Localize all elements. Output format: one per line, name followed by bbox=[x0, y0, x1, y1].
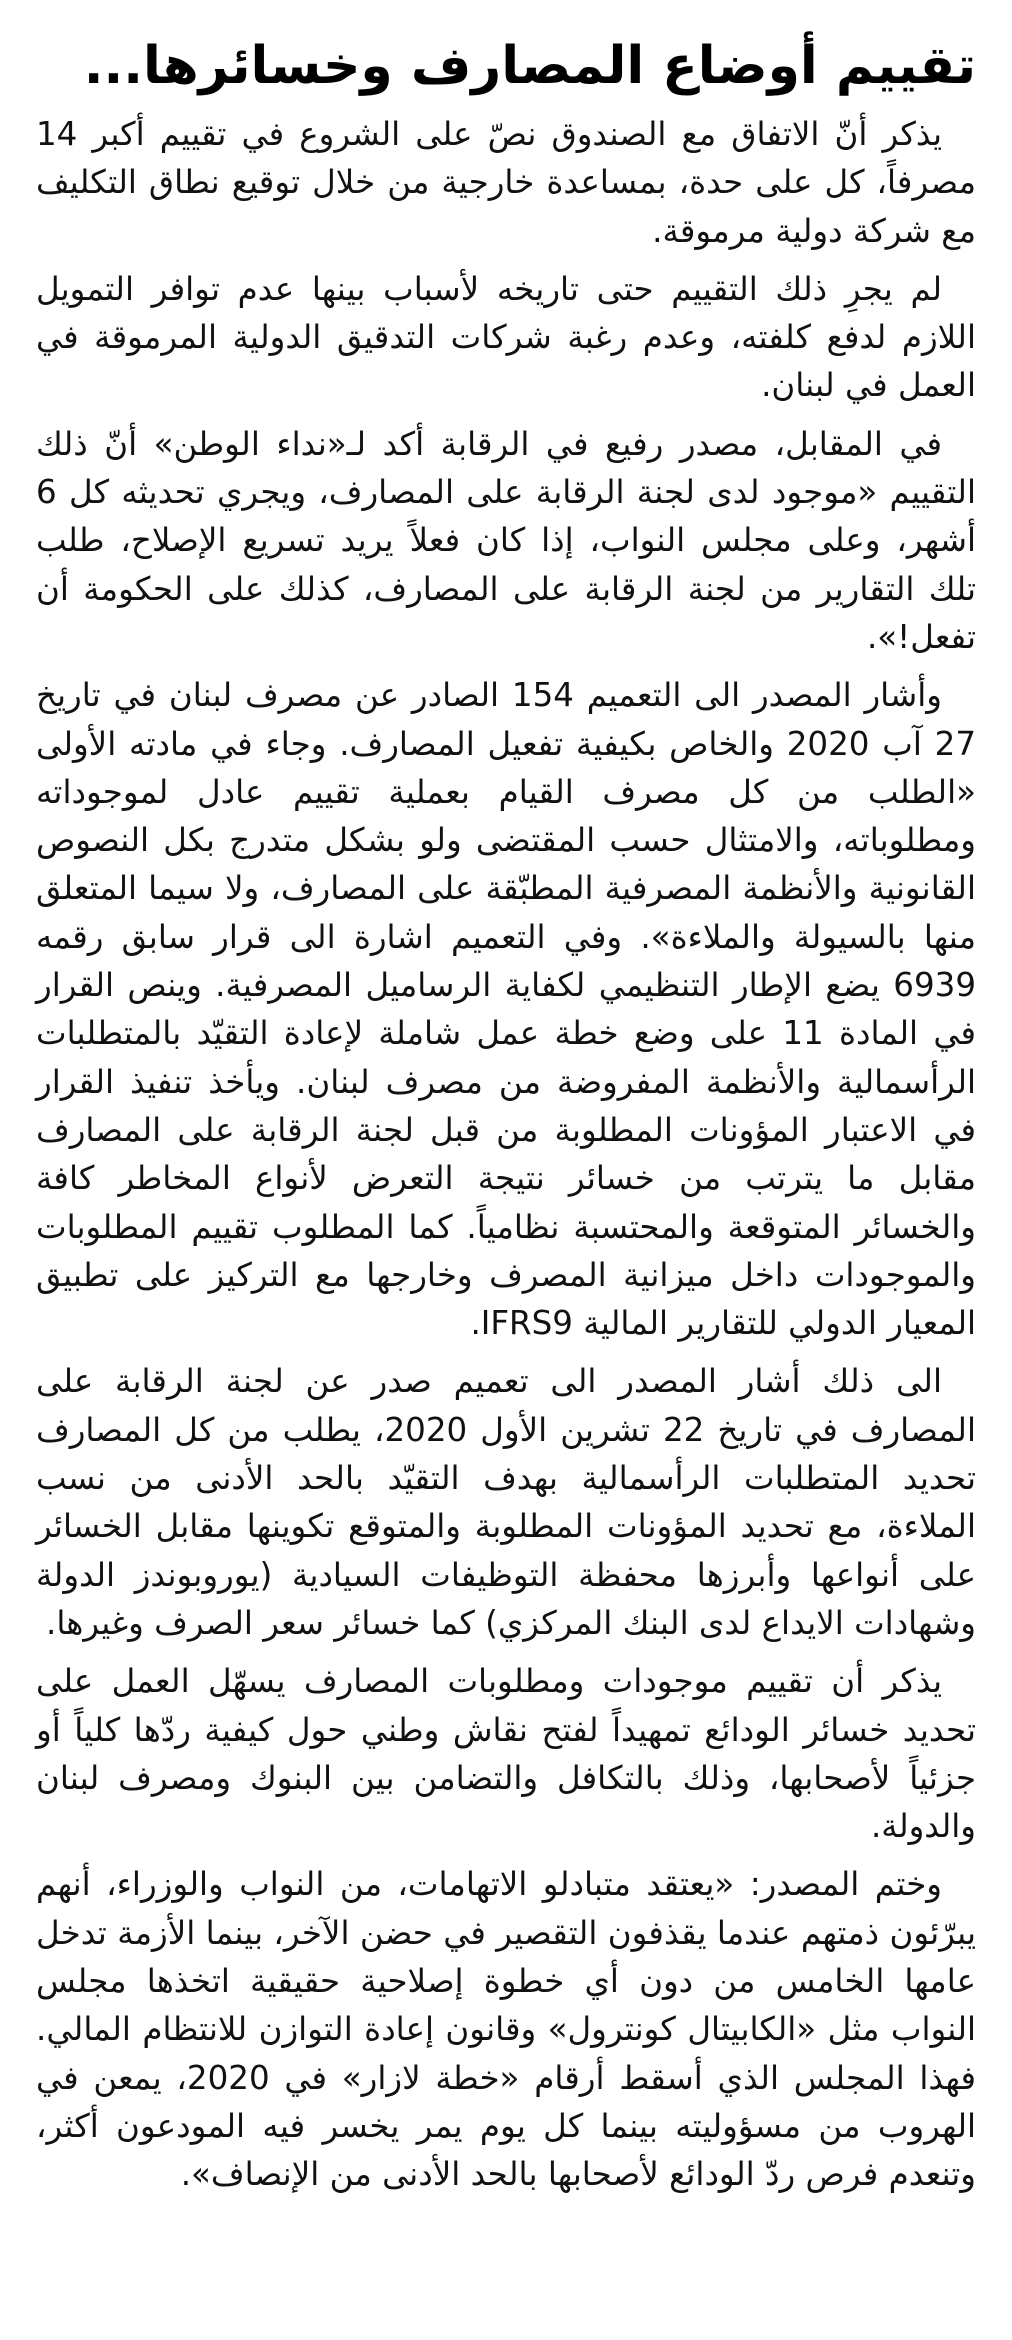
article-paragraph: يذكر أن تقييم موجودات ومطلوبات المصارف يسهّل العمل على تحديد خسائر الودائع تمهيداً لفتح نقاش وطني حول كيفية ردّها كلياً أو جزئياً لأصحابها، وذلك بالتكافل والتضامن بين البنوك ومصرف لبنان والدولة. bbox=[36, 1662, 976, 1846]
article-paragraph: الى ذلك أشار المصدر الى تعميم صدر عن لجنة الرقابة على المصارف في تاريخ 22 تشرين الأول 2020، يطلب من كل المصارف تحديد المتطلبات الرأسمالية بهدف التقيّد بالحد الأدنى من نسب الملاءة، مع تحديد المؤونات المطلوبة والمتوقع تكوينها مقابل الخسائر على أنواعها وأبرزها محفظة التوظيفات السيادية (يوروبوندز الدولة وشهادات الايداع لدى البنك المركزي) كما خسائر سعر الصرف وغيرها. bbox=[36, 1362, 976, 1642]
article-paragraph: في المقابل، مصدر رفيع في الرقابة أكد لـ«نداء الوطن» أنّ ذلك التقييم «موجود لدى لجنة الرقابة على المصارف، ويجري تحديثه كل 6 أشهر، وعلى مجلس النواب، إذا كان فعلاً يريد تسريع الإصلاح، طلب تلك التقارير من لجنة الرقابة على المصارف، كذلك على الحكومة أن تفعل!». bbox=[36, 424, 976, 656]
article-paragraph: وختم المصدر: «يعتقد متبادلو الاتهامات، من النواب والوزراء، أنهم يبرّئون ذمتهم عندما يقذفون التقصير في حضن الآخر، بينما الأزمة تدخل عامها الخامس من دون أي خطوة إصلاحية حقيقية اتخذها مجلس النواب مثل «الكابيتال كونترول» وقانون إعادة التوازن للانتظام المالي. فهذا المجلس الذي أسقط أرقام «خطة لازار» في 2020، يمعن في الهروب من مسؤوليته بينما كل يوم يمر يخسر فيه المودعون أكثر، وتنعدم فرص ردّ الودائع لأصحابها بالحد الأدنى من الإنصاف». bbox=[36, 1865, 977, 2194]
article-paragraph: لم يجرِ ذلك التقييم حتى تاريخه لأسباب بينها عدم توافر التمويل اللازم لدفع كلفته، وعدم رغبة شركات التدقيق الدولية المرموقة في العمل في لبنان. bbox=[36, 269, 976, 405]
article-paragraph: يذكر أنّ الاتفاق مع الصندوق نصّ على الشروع في تقييم أكبر 14 مصرفاً، كل على حدة، بمساعدة خارجية من خلال توقيع نطاق التكليف مع شركة دولية مرموقة. bbox=[36, 115, 976, 250]
article-body bbox=[36, 110, 976, 2198]
article-headline: تقييم أوضاع المصارف وخسائرها... bbox=[83, 36, 976, 96]
article-paragraph: وأشار المصدر الى التعميم 154 الصادر عن مصرف لبنان في تاريخ 27 آب 2020 والخاص بكيفية تفعيل المصارف. وجاء في مادته الأولى «الطلب من كل مصرف القيام بعملية تقييم عادل لموجوداته ومطلوباته، والامتثال حسب المقتضى ولو بشكل متدرج بكل النصوص القانونية والأنظمة المصرفية المطبّقة على المصارف، ولا سيما المتعلق منها بالسيولة والملاءة». وفي التعميم اشارة الى قرار سابق رقمه 6939 يضع الإطار التنظيمي لكفاية الرساميل المصرفية. وينص القرار في المادة 11 على وضع خطة عمل شاملة لإعادة التقيّد بالمتطلبات الرأسمالية والأنظمة المفروضة من مصرف لبنان. ويأخذ تنفيذ القرار في الاعتبار المؤونات المطلوبة من قبل لجنة الرقابة على المصارف مقابل ما يترتب من خسائر نتيجة التعرض لأنواع المخاطر كافة والخسائر المتوقعة والمحتسبة نظامياً. كما المطلوب تقييم المطلوبات والموجودات داخل ميزانية المصرف وخارجها مع التركيز على تطبيق المعيار الدولي للتقارير المالية IFRS9. bbox=[36, 676, 976, 1343]
